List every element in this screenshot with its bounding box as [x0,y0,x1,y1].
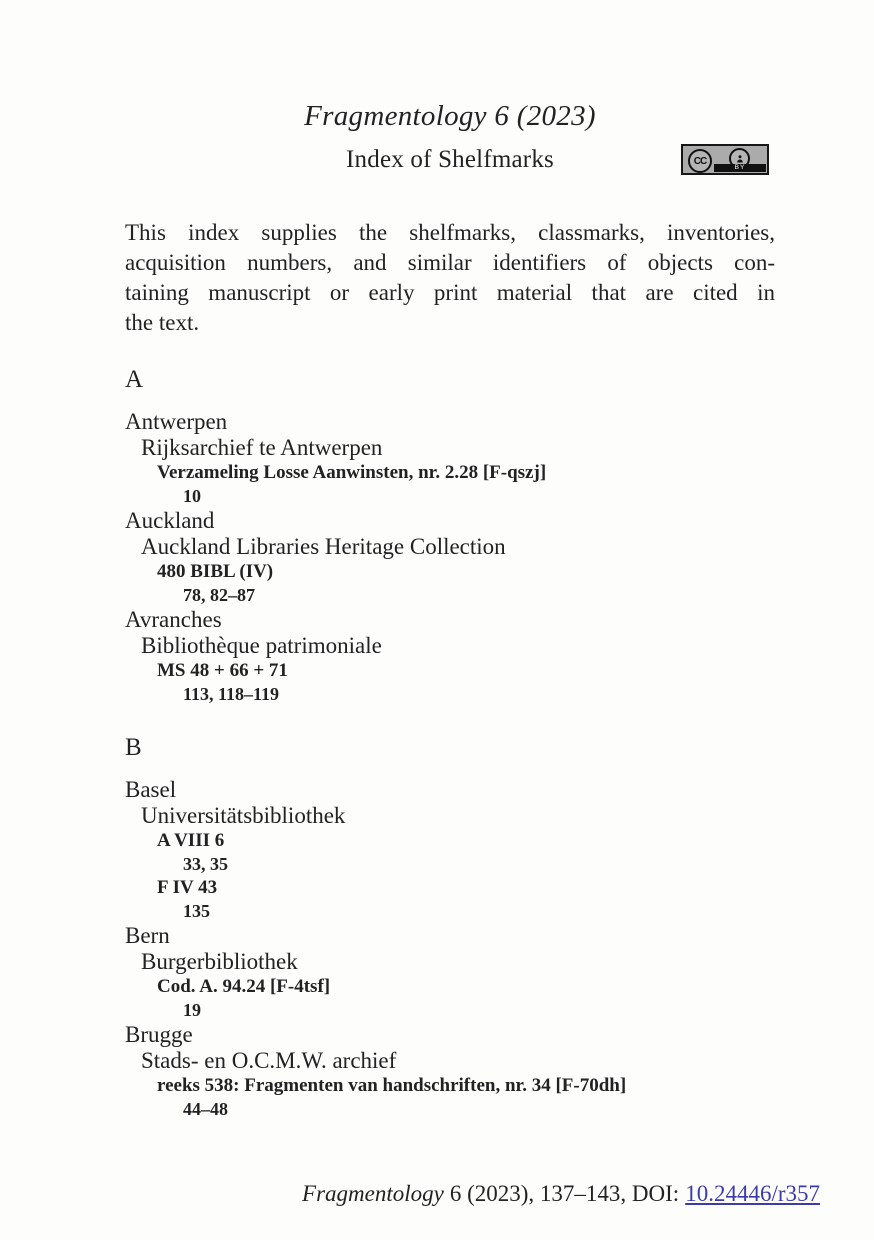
intro-paragraph [125,218,775,338]
page-title: Index of Shelfmarks [346,146,554,173]
page-references: 135 [183,901,210,921]
shelfmark-entry: Verzameling Losse Aanwinsten, nr. 2.28 [F-qszj] [157,462,547,483]
subtitle-row [125,146,775,174]
journal-title: Fragmentology 6 (2023) [304,100,596,132]
city-entry: Auckland [125,508,215,533]
cc-logo-icon: CC [688,149,712,173]
city-entry: Basel [125,777,177,802]
intro-line: acquisition numbers, and similar identifiers of objects con- [125,250,775,275]
index-section-a [125,364,775,706]
shelfmark-entry: 480 BIBL (IV) [157,561,274,582]
page-references: 10 [183,486,201,506]
footer-citation: 6 (2023), 137–143, DOI: [449,1181,680,1206]
page-references: 113, 118–119 [183,684,280,704]
city-entry: Antwerpen [125,409,228,434]
shelfmark-entry: F IV 43 [157,877,218,898]
institution-entry: Universitätsbibliothek [141,803,346,828]
institution-entry: Burgerbibliothek [141,949,298,974]
institution-entry: Rijksarchief te Antwerpen [141,435,383,460]
cc-by-license-badge[interactable] [681,144,769,175]
page-references: 19 [183,1000,201,1020]
shelfmark-entry: reeks 538: Fragmenten van handschriften, nr. 34 [F-70dh] [157,1075,627,1096]
page-references: 33, 35 [183,854,228,874]
footer-journal-name: Fragmentology [302,1181,444,1206]
institution-entry: Auckland Libraries Heritage Collection [141,534,506,559]
shelfmark-entry: Cod. A. 94.24 [F-4tsf] [157,976,331,997]
city-entry: Avranches [125,607,222,632]
shelfmark-entry: A VIII 6 [157,830,225,851]
intro-line: This index supplies the shelfmarks, classmarks, inventories, [125,220,775,245]
shelfmark-entry: MS 48 + 66 + 71 [157,660,288,681]
doi-link[interactable]: 10.24446/r357 [685,1181,820,1206]
section-letter-heading: B [125,734,142,761]
city-entry: Brugge [125,1022,193,1047]
institution-entry: Stads- en O.C.M.W. archief [141,1048,397,1073]
intro-line: the text. [125,310,200,335]
by-label: BY [714,164,766,172]
running-footer [302,1181,820,1207]
page-references: 44–48 [183,1099,228,1119]
city-entry: Bern [125,923,170,948]
section-letter-heading: A [125,366,144,393]
index-section-b [125,732,775,1121]
page-references: 78, 82–87 [183,585,255,605]
intro-line: taining manuscript or early print material that are cited in [125,280,775,305]
institution-entry: Bibliothèque patrimoniale [141,633,382,658]
page-content [0,100,874,1121]
